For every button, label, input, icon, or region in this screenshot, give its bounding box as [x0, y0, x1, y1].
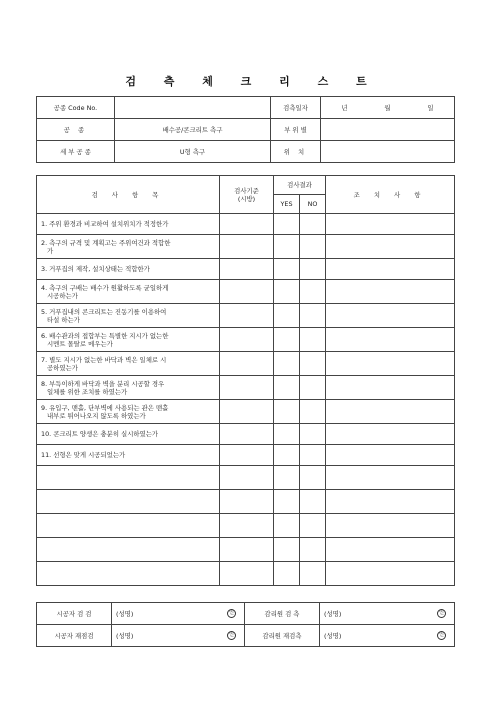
action-cell[interactable]: [326, 280, 455, 304]
date-label: 검측일자: [271, 97, 321, 119]
code-value[interactable]: [115, 97, 271, 119]
criteria-cell[interactable]: [220, 490, 274, 514]
action-header: 조 치 사 항: [326, 176, 455, 214]
check-item-text-cont: 타설 하는가: [47, 315, 80, 324]
checklist-row: [37, 304, 455, 328]
check-item-text-cont: 시멘트 몰탈로 메우는가: [47, 339, 113, 348]
checklist-row: [37, 466, 455, 490]
yes-cell[interactable]: [274, 235, 300, 259]
action-cell[interactable]: [326, 424, 455, 445]
checklist-row: [37, 214, 455, 235]
criteria-cell[interactable]: [220, 259, 274, 280]
check-item: [37, 466, 220, 490]
yes-cell[interactable]: [274, 538, 300, 562]
position-value[interactable]: [321, 141, 455, 163]
work-type-label: 공 종: [37, 119, 115, 141]
checklist-row: [37, 400, 455, 424]
check-item: [37, 280, 220, 304]
date-value[interactable]: [321, 97, 455, 119]
check-item-text: 3. 거푸집의 제작, 설치상태는 적합한가: [41, 265, 150, 273]
check-item-text: 1. 주위 환경과 비교하여 설치위치가 적정한가: [41, 220, 169, 228]
no-cell[interactable]: [300, 280, 326, 304]
no-cell[interactable]: [300, 445, 326, 466]
yes-cell[interactable]: [274, 352, 300, 376]
check-item-text-cont: 가: [47, 246, 54, 255]
criteria-cell[interactable]: [220, 424, 274, 445]
check-item: [37, 328, 220, 352]
check-item: [37, 304, 220, 328]
check-item: [37, 235, 220, 259]
no-cell[interactable]: [300, 328, 326, 352]
criteria-header: [220, 176, 274, 214]
action-cell[interactable]: [326, 376, 455, 400]
yes-cell[interactable]: [274, 424, 300, 445]
criteria-header-line2: (시방): [237, 194, 256, 203]
no-cell[interactable]: [300, 538, 326, 562]
check-item-text: 7. 별도 지시가 없는한 바닥과 벽은 일체로 시: [41, 355, 167, 364]
no-cell[interactable]: [300, 514, 326, 538]
action-cell[interactable]: [326, 304, 455, 328]
checklist-row: [37, 562, 455, 586]
supervisor-check-sign[interactable]: [320, 603, 455, 625]
date-year-label: 년: [341, 104, 348, 112]
check-item-text: 8. 부득이하게 바닥과 벽을 분리 시공할 경우: [41, 379, 165, 388]
yes-cell[interactable]: [274, 376, 300, 400]
check-item-text: 4. 측구의 구배는 배수가 원활하도록 균일하게: [41, 283, 169, 292]
no-cell[interactable]: [300, 235, 326, 259]
check-item: [37, 538, 220, 562]
yes-cell[interactable]: [274, 490, 300, 514]
result-header: 검사결과: [274, 176, 326, 195]
criteria-cell[interactable]: [220, 328, 274, 352]
action-cell[interactable]: [326, 328, 455, 352]
supervisor-recheck-label: 감리원 재검측: [245, 625, 320, 647]
yes-cell[interactable]: [274, 562, 300, 586]
no-cell[interactable]: [300, 352, 326, 376]
seal-icon: 인: [437, 631, 446, 640]
criteria-header-line1: 검사기준: [234, 186, 259, 195]
contractor-recheck-label: 시공자 재점검: [37, 625, 112, 647]
checklist-row: [37, 280, 455, 304]
check-item: [37, 424, 220, 445]
criteria-cell[interactable]: [220, 235, 274, 259]
check-item: [37, 514, 220, 538]
check-item-text-cont: 일체를 위한 조치를 하였는가: [47, 387, 128, 396]
check-item-text: 5. 거푸집내의 콘크리트는 진동기를 이용하여: [41, 307, 167, 316]
seal-icon: 인: [437, 609, 446, 618]
criteria-cell[interactable]: [220, 514, 274, 538]
checklist-row: [37, 376, 455, 400]
yes-header: YES: [274, 195, 300, 214]
checklist-row: [37, 424, 455, 445]
criteria-cell[interactable]: [220, 538, 274, 562]
supervisor-recheck-sign[interactable]: [320, 625, 455, 647]
contractor-recheck-sign[interactable]: [112, 625, 245, 647]
no-cell[interactable]: [300, 424, 326, 445]
yes-cell[interactable]: [274, 214, 300, 235]
criteria-cell[interactable]: [220, 562, 274, 586]
no-cell[interactable]: [300, 259, 326, 280]
page-title: 검 측 체 크 리 스 트: [125, 75, 379, 88]
check-item: [37, 445, 220, 466]
action-cell[interactable]: [326, 514, 455, 538]
checklist-row: [37, 514, 455, 538]
location-value[interactable]: [321, 119, 455, 141]
checklist-row: [37, 538, 455, 562]
check-item: [37, 259, 220, 280]
criteria-cell[interactable]: [220, 400, 274, 424]
contractor-check-sign[interactable]: [112, 603, 245, 625]
yes-cell[interactable]: [274, 445, 300, 466]
signature-table: [36, 602, 455, 647]
criteria-cell[interactable]: [220, 214, 274, 235]
action-cell[interactable]: [326, 445, 455, 466]
action-cell[interactable]: [326, 214, 455, 235]
seal-icon: 인: [227, 631, 236, 640]
action-cell[interactable]: [326, 352, 455, 376]
action-cell[interactable]: [326, 538, 455, 562]
check-item-text: 10. 콘크리트 양생은 충분히 실시하였는가: [41, 430, 159, 438]
check-item-text-cont: 시공하는가: [47, 291, 78, 300]
criteria-cell[interactable]: [220, 352, 274, 376]
check-item: [37, 400, 220, 424]
items-header: 검 사 항 목: [37, 176, 220, 214]
code-label: 공종 Code No.: [37, 97, 115, 119]
position-label: 위 치: [271, 141, 321, 163]
sign-placeholder: (성명): [324, 610, 342, 618]
criteria-cell[interactable]: [220, 376, 274, 400]
yes-cell[interactable]: [274, 328, 300, 352]
no-cell[interactable]: [300, 376, 326, 400]
no-cell[interactable]: [300, 214, 326, 235]
work-type-value[interactable]: 배수공/콘크리트 측구: [115, 119, 271, 141]
date-month-label: 월: [384, 104, 391, 112]
yes-cell[interactable]: [274, 304, 300, 328]
info-table: [36, 96, 455, 163]
action-cell[interactable]: [326, 562, 455, 586]
yes-cell[interactable]: [274, 259, 300, 280]
action-cell[interactable]: [326, 235, 455, 259]
sign-placeholder: (성명): [116, 632, 134, 640]
checklist-table: [36, 175, 455, 586]
yes-cell[interactable]: [274, 280, 300, 304]
check-item-text: 6. 배수관과의 접합부는 특별한 지시가 없는한: [41, 331, 169, 340]
check-item-text: 9. 유입구, 맨홀, 단부벽에 사용되는 관은 맨홀: [41, 403, 169, 412]
criteria-cell[interactable]: [220, 304, 274, 328]
yes-cell[interactable]: [274, 514, 300, 538]
checklist-row: [37, 352, 455, 376]
criteria-cell[interactable]: [220, 466, 274, 490]
check-item-text: 2. 측구의 규격 및 계획고는 주위여건과 적합한: [41, 238, 171, 247]
yes-cell[interactable]: [274, 400, 300, 424]
no-cell[interactable]: [300, 490, 326, 514]
no-cell[interactable]: [300, 400, 326, 424]
no-cell[interactable]: [300, 304, 326, 328]
check-item: [37, 376, 220, 400]
checklist-row: [37, 235, 455, 259]
checklist-row: [37, 328, 455, 352]
action-cell[interactable]: [326, 400, 455, 424]
checklist-row: [37, 259, 455, 280]
contractor-check-label: 시공자 검 검: [37, 603, 112, 625]
action-cell[interactable]: [326, 259, 455, 280]
checklist-row: [37, 490, 455, 514]
action-cell[interactable]: [326, 466, 455, 490]
check-item: [37, 490, 220, 514]
check-item-text-cont: 내부로 튀어나오지 않도록 하였는가: [47, 411, 146, 420]
sign-placeholder: (성명): [324, 632, 342, 640]
no-cell[interactable]: [300, 562, 326, 586]
criteria-cell[interactable]: [220, 445, 274, 466]
date-day-label: 일: [427, 104, 434, 112]
criteria-cell[interactable]: [220, 280, 274, 304]
no-cell[interactable]: [300, 466, 326, 490]
no-header: NO: [300, 195, 326, 214]
supervisor-check-label: 감리원 검 측: [245, 603, 320, 625]
checklist-row: [37, 445, 455, 466]
sub-work-label: 세 부 공 종: [37, 141, 115, 163]
action-cell[interactable]: [326, 490, 455, 514]
check-item-text: 11. 선형은 맞게 시공되었는가: [41, 451, 126, 459]
check-item: [37, 352, 220, 376]
check-item: [37, 214, 220, 235]
check-item-text-cont: 공하였는가: [47, 363, 78, 372]
check-item: [37, 562, 220, 586]
sub-work-value[interactable]: U형 측구: [115, 141, 271, 163]
yes-cell[interactable]: [274, 466, 300, 490]
sign-placeholder: (성명): [116, 610, 134, 618]
seal-icon: 인: [227, 609, 236, 618]
location-label: 부 위 별: [271, 119, 321, 141]
